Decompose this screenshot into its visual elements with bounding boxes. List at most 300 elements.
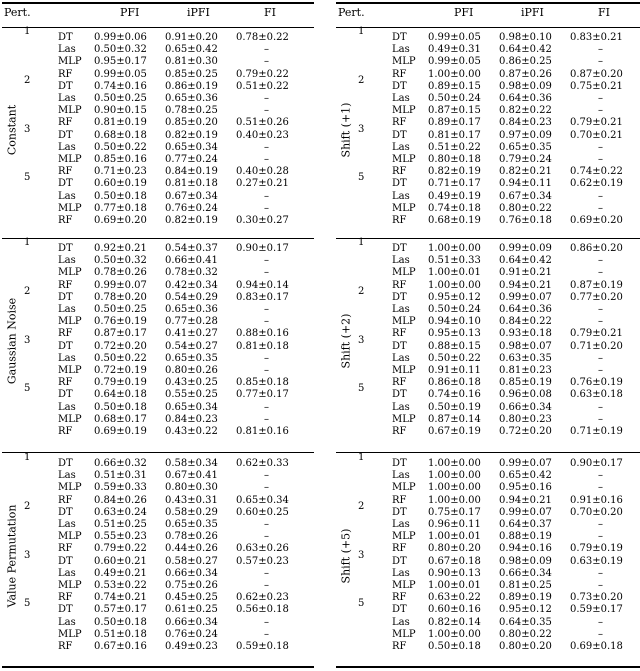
model-cell: RF	[58, 279, 73, 291]
pfi-cell: 0.50±0.25	[94, 304, 147, 315]
pfi-cell: 0.50±0.18	[94, 401, 147, 413]
fi-cell: –	[264, 401, 269, 413]
top-rule	[336, 2, 640, 4]
model-cell: RF	[392, 279, 407, 291]
pfi-cell: 0.68±0.18	[94, 129, 147, 141]
ipfi-cell: 0.82±0.21	[499, 166, 552, 178]
pfi-cell: 0.50±0.22	[428, 352, 481, 364]
perturbation-block	[336, 237, 640, 438]
ipfi-cell: 0.65±0.42	[165, 44, 218, 56]
table-row	[2, 531, 314, 543]
ipfi-cell: 0.98±0.10	[499, 32, 552, 43]
ipfi-cell: 0.97±0.09	[499, 129, 552, 141]
model-cell: MLP	[58, 580, 82, 591]
ipfi-cell: 0.58±0.27	[165, 555, 218, 567]
ipfi-cell: 0.77±0.24	[165, 154, 218, 165]
model-cell: DT	[58, 32, 73, 43]
pfi-cell: 0.78±0.26	[94, 267, 147, 279]
ipfi-cell: 0.45±0.25	[165, 592, 218, 604]
ipfi-cell: 0.67±0.34	[165, 190, 218, 202]
level-number: 2	[358, 500, 365, 512]
level-number: 2	[24, 74, 31, 86]
table-row	[2, 365, 314, 377]
fi-cell: 0.62±0.23	[236, 592, 289, 604]
fi-cell: –	[598, 316, 603, 328]
level-number: 5	[24, 172, 31, 184]
fi-cell: 0.83±0.17	[236, 291, 289, 303]
model-cell: DT	[392, 458, 407, 469]
model-cell: Las	[58, 616, 76, 628]
model-cell: Las	[58, 141, 76, 153]
fi-cell: –	[598, 352, 603, 364]
table-row	[336, 243, 640, 255]
fi-cell: 0.78±0.22	[236, 32, 289, 43]
block-separator	[2, 452, 314, 453]
ipfi-cell: 0.65±0.42	[499, 470, 552, 482]
fi-cell: 0.86±0.20	[570, 243, 623, 254]
fi-cell: 0.90±0.17	[236, 243, 289, 254]
model-cell: RF	[58, 592, 73, 604]
perturbation-label-text: Gaussian Noise	[5, 297, 19, 384]
fi-cell: 0.51±0.22	[236, 80, 289, 92]
ipfi-cell: 0.95±0.12	[499, 604, 552, 616]
fi-cell: 0.63±0.26	[236, 543, 289, 555]
model-cell: Las	[392, 141, 410, 153]
fi-cell: 0.79±0.19	[570, 543, 623, 555]
pfi-cell: 0.53±0.22	[94, 580, 147, 591]
header-rule	[336, 27, 640, 28]
table-row	[336, 56, 640, 68]
fi-cell: 0.57±0.23	[236, 555, 289, 567]
model-cell: Las	[392, 616, 410, 628]
ipfi-header: iPFI	[187, 6, 210, 19]
ipfi-cell: 0.80±0.20	[499, 641, 552, 652]
pfi-cell: 0.95±0.13	[428, 328, 481, 340]
ipfi-cell: 0.54±0.29	[165, 291, 218, 303]
pfi-cell: 0.99±0.05	[94, 68, 147, 80]
model-cell: RF	[58, 328, 73, 340]
model-cell: Las	[58, 470, 76, 482]
table-row	[336, 531, 640, 543]
table-row	[2, 166, 314, 178]
ipfi-cell: 0.54±0.37	[165, 243, 218, 254]
pfi-cell: 1.00±0.00	[428, 68, 481, 80]
model-cell: DT	[58, 506, 73, 518]
model-cell: RF	[392, 117, 407, 129]
ipfi-cell: 0.64±0.36	[499, 304, 552, 315]
model-cell: Las	[58, 93, 76, 104]
model-cell: Las	[392, 401, 410, 413]
table-row	[2, 280, 314, 292]
ipfi-cell: 0.85±0.19	[499, 377, 552, 389]
fi-cell: 0.69±0.18	[570, 641, 623, 652]
model-cell: Las	[58, 352, 76, 364]
ipfi-cell: 0.55±0.25	[165, 389, 218, 401]
pfi-header: PFI	[454, 6, 474, 19]
fi-cell: –	[264, 580, 269, 591]
fi-cell: –	[264, 616, 269, 628]
level-number: 3	[358, 123, 365, 135]
pfi-cell: 0.80±0.20	[428, 543, 481, 555]
ipfi-cell: 0.77±0.28	[165, 316, 218, 328]
model-cell: Las	[392, 567, 410, 579]
ipfi-cell: 0.98±0.09	[499, 555, 552, 567]
ipfi-cell: 0.99±0.07	[499, 291, 552, 303]
fi-cell: 0.60±0.25	[236, 506, 289, 518]
ipfi-cell: 0.94±0.21	[499, 494, 552, 506]
fi-cell: –	[598, 482, 603, 494]
fi-cell: –	[264, 413, 269, 425]
pfi-cell: 0.57±0.17	[94, 604, 147, 616]
level-number: 5	[358, 383, 365, 395]
model-cell: DT	[58, 340, 73, 352]
model-cell: RF	[392, 166, 407, 178]
ipfi-cell: 0.86±0.19	[165, 80, 218, 92]
ipfi-cell: 0.94±0.16	[499, 543, 552, 555]
pfi-cell: 0.68±0.19	[428, 215, 481, 226]
table-row	[2, 556, 314, 568]
ipfi-cell: 0.98±0.07	[499, 340, 552, 352]
model-cell: DT	[58, 389, 73, 401]
table-row	[2, 495, 314, 507]
model-cell: RF	[392, 377, 407, 389]
pfi-cell: 0.55±0.23	[94, 531, 147, 543]
pfi-cell: 0.95±0.17	[94, 56, 147, 68]
table-row	[336, 166, 640, 178]
ipfi-cell: 0.78±0.25	[165, 105, 218, 117]
ipfi-cell: 0.80±0.23	[499, 413, 552, 425]
fi-cell: 0.65±0.34	[236, 494, 289, 506]
pfi-cell: 0.87±0.17	[94, 328, 147, 340]
ipfi-cell: 0.75±0.26	[165, 580, 218, 591]
fi-cell: 0.63±0.18	[570, 389, 623, 401]
table-row	[336, 470, 640, 482]
fi-cell: 0.79±0.22	[236, 68, 289, 80]
table-row	[2, 328, 314, 340]
ipfi-cell: 0.66±0.34	[165, 567, 218, 579]
table-row	[336, 32, 640, 44]
fi-cell: –	[264, 470, 269, 482]
model-cell: RF	[58, 426, 73, 437]
model-cell: MLP	[392, 267, 416, 279]
ipfi-cell: 0.80±0.30	[165, 482, 218, 494]
model-cell: DT	[392, 291, 407, 303]
table-row	[336, 414, 640, 426]
pfi-cell: 0.74±0.21	[94, 592, 147, 604]
ipfi-cell: 0.61±0.25	[165, 604, 218, 616]
fi-cell: 0.71±0.20	[570, 340, 623, 352]
fi-cell: 0.70±0.21	[570, 129, 623, 141]
fi-cell: 0.77±0.17	[236, 389, 289, 401]
pfi-cell: 0.79±0.19	[94, 377, 147, 389]
pfi-cell: 0.67±0.16	[94, 641, 147, 652]
ipfi-cell: 0.67±0.34	[499, 190, 552, 202]
fi-cell: 0.30±0.27	[236, 215, 289, 226]
model-cell: DT	[58, 291, 73, 303]
fi-cell: 0.59±0.18	[236, 641, 289, 652]
pfi-cell: 0.99±0.05	[428, 32, 481, 43]
pfi-cell: 0.50±0.32	[94, 44, 147, 56]
ipfi-cell: 0.43±0.31	[165, 494, 218, 506]
ipfi-cell: 0.91±0.21	[499, 267, 552, 279]
ipfi-cell: 0.99±0.07	[499, 506, 552, 518]
model-cell: Las	[58, 44, 76, 56]
perturbation-block	[336, 26, 640, 227]
perturbation-label-text: Constant	[5, 104, 19, 155]
fi-cell: –	[598, 401, 603, 413]
model-cell: DT	[392, 243, 407, 254]
ipfi-cell: 0.66±0.41	[165, 255, 218, 267]
ipfi-cell: 0.87±0.26	[499, 68, 552, 80]
table-row	[2, 243, 314, 255]
table-row	[336, 292, 640, 304]
model-cell: MLP	[392, 580, 416, 591]
table-row	[2, 93, 314, 105]
ipfi-cell: 0.85±0.25	[165, 68, 218, 80]
pfi-cell: 0.85±0.16	[94, 154, 147, 165]
fi-cell: –	[598, 56, 603, 68]
ipfi-cell: 0.64±0.37	[499, 519, 552, 530]
table-row	[336, 93, 640, 105]
fi-cell: –	[264, 531, 269, 543]
fi-cell: –	[264, 482, 269, 494]
fi-cell: 0.83±0.21	[570, 32, 623, 43]
ipfi-cell: 0.81±0.25	[499, 580, 552, 591]
model-cell: MLP	[58, 413, 82, 425]
fi-cell: –	[264, 365, 269, 376]
fi-cell: –	[264, 56, 269, 68]
level-number: 5	[24, 383, 31, 395]
table-row	[2, 353, 314, 365]
fi-cell: 0.56±0.18	[236, 604, 289, 616]
model-cell: Las	[392, 93, 410, 104]
model-cell: MLP	[392, 531, 416, 543]
pfi-cell: 0.50±0.32	[94, 255, 147, 267]
level-number: 1	[24, 26, 31, 37]
pfi-cell: 0.49±0.21	[94, 567, 147, 579]
model-cell: DT	[58, 555, 73, 567]
model-cell: RF	[392, 328, 407, 340]
pfi-cell: 0.51±0.25	[94, 519, 147, 530]
fi-cell: –	[598, 154, 603, 165]
level-number: 1	[24, 237, 31, 248]
pfi-cell: 0.50±0.24	[428, 93, 481, 104]
ipfi-cell: 0.64±0.42	[499, 255, 552, 267]
pfi-cell: 1.00±0.00	[428, 279, 481, 291]
table-row	[336, 580, 640, 592]
table-row	[336, 267, 640, 279]
table-row	[2, 215, 314, 227]
pfi-cell: 0.99±0.05	[428, 56, 481, 68]
ipfi-cell: 0.76±0.24	[165, 202, 218, 214]
fi-cell: –	[264, 93, 269, 104]
table-row	[2, 203, 314, 215]
pfi-cell: 0.63±0.24	[94, 506, 147, 518]
table-row	[336, 458, 640, 470]
model-cell: MLP	[58, 482, 82, 494]
model-cell: MLP	[58, 365, 82, 376]
pfi-cell: 0.69±0.20	[94, 215, 147, 226]
table-row	[2, 543, 314, 555]
pfi-cell: 0.50±0.25	[94, 93, 147, 104]
ipfi-cell: 0.88±0.19	[499, 531, 552, 543]
table-row	[336, 641, 640, 653]
bottom-rule	[2, 666, 314, 668]
fi-cell: –	[598, 190, 603, 202]
fi-cell: 0.27±0.21	[236, 178, 289, 190]
model-cell: RF	[392, 641, 407, 652]
pfi-cell: 1.00±0.00	[428, 458, 481, 469]
pfi-cell: 0.99±0.07	[94, 279, 147, 291]
pfi-cell: 1.00±0.00	[428, 494, 481, 506]
model-cell: MLP	[392, 628, 416, 640]
perturbation-label-text: Value Permutation	[5, 504, 19, 608]
model-cell: DT	[58, 243, 73, 254]
fi-cell: 0.90±0.17	[570, 458, 623, 469]
ipfi-cell: 0.94±0.11	[499, 178, 552, 190]
table-row	[336, 328, 640, 340]
pfi-cell: 0.60±0.19	[94, 178, 147, 190]
pfi-cell: 0.77±0.18	[94, 202, 147, 214]
ipfi-cell: 0.78±0.32	[165, 267, 218, 279]
fi-cell: 0.79±0.21	[570, 328, 623, 340]
model-cell: DT	[58, 178, 73, 190]
table-row	[336, 426, 640, 438]
ipfi-cell: 0.65±0.36	[165, 93, 218, 104]
ipfi-cell: 0.81±0.18	[165, 178, 218, 190]
pfi-cell: 0.87±0.14	[428, 413, 481, 425]
table-row	[2, 105, 314, 117]
model-cell: Las	[58, 401, 76, 413]
pfi-cell: 0.60±0.21	[94, 555, 147, 567]
fi-cell: 0.69±0.20	[570, 215, 623, 226]
pfi-cell: 0.88±0.15	[428, 340, 481, 352]
level-number: 5	[358, 598, 365, 610]
table-row	[336, 280, 640, 292]
fi-cell: 0.74±0.22	[570, 166, 623, 178]
fi-cell: –	[264, 141, 269, 153]
pfi-cell: 0.64±0.18	[94, 389, 147, 401]
ipfi-cell: 0.64±0.35	[499, 616, 552, 628]
ipfi-header: iPFI	[521, 6, 544, 19]
fi-cell: –	[598, 567, 603, 579]
table-row	[2, 44, 314, 56]
model-cell: Las	[392, 304, 410, 315]
model-cell: MLP	[58, 56, 82, 68]
level-number: 1	[358, 452, 365, 463]
fi-header: FI	[598, 6, 610, 19]
fi-cell: 0.75±0.21	[570, 80, 623, 92]
pfi-cell: 0.51±0.18	[94, 628, 147, 640]
table-row	[2, 482, 314, 494]
model-cell: RF	[392, 68, 407, 80]
pfi-cell: 0.82±0.19	[428, 166, 481, 178]
table-row	[2, 316, 314, 328]
table-row	[336, 377, 640, 389]
table-row	[336, 142, 640, 154]
table-row	[2, 191, 314, 203]
table-row	[336, 507, 640, 519]
ipfi-cell: 0.76±0.18	[499, 215, 552, 226]
pfi-cell: 0.68±0.17	[94, 413, 147, 425]
table-row	[2, 267, 314, 279]
ipfi-cell: 0.65±0.36	[165, 304, 218, 315]
model-cell: DT	[392, 389, 407, 401]
fi-cell: –	[264, 304, 269, 315]
table-row	[2, 32, 314, 44]
table-row	[2, 470, 314, 482]
fi-cell: –	[598, 93, 603, 104]
fi-cell: –	[598, 267, 603, 279]
table-row	[2, 458, 314, 470]
model-cell: DT	[392, 506, 407, 518]
ipfi-cell: 0.82±0.19	[165, 215, 218, 226]
model-cell: DT	[392, 604, 407, 616]
perturbation-block	[2, 26, 314, 227]
fi-cell: 0.59±0.17	[570, 604, 623, 616]
model-cell: RF	[58, 68, 73, 80]
table-row	[336, 44, 640, 56]
fi-cell: 0.73±0.20	[570, 592, 623, 604]
table-row	[2, 81, 314, 93]
table-row	[336, 353, 640, 365]
ipfi-cell: 0.64±0.42	[499, 44, 552, 56]
ipfi-cell: 0.93±0.18	[499, 328, 552, 340]
ipfi-cell: 0.86±0.25	[499, 56, 552, 68]
level-number: 2	[358, 74, 365, 86]
table-row	[2, 629, 314, 641]
table-row	[2, 130, 314, 142]
pfi-cell: 0.94±0.10	[428, 316, 481, 328]
table-row	[336, 568, 640, 580]
fi-cell: 0.62±0.19	[570, 178, 623, 190]
pfi-cell: 1.00±0.00	[428, 628, 481, 640]
fi-cell: –	[264, 105, 269, 117]
model-cell: MLP	[58, 105, 82, 117]
pfi-cell: 0.59±0.33	[94, 482, 147, 494]
model-cell: MLP	[392, 316, 416, 328]
model-cell: MLP	[392, 482, 416, 494]
model-cell: DT	[58, 604, 73, 616]
table-row	[336, 154, 640, 166]
ipfi-cell: 0.65±0.34	[165, 401, 218, 413]
pfi-cell: 0.69±0.19	[94, 426, 147, 437]
fi-cell: –	[264, 255, 269, 267]
table-row	[336, 495, 640, 507]
level-number: 2	[358, 285, 365, 297]
level-number: 1	[358, 26, 365, 37]
model-cell: Las	[58, 190, 76, 202]
perturbation-label-text: Shift (+2)	[339, 313, 353, 369]
fi-cell: –	[598, 304, 603, 315]
model-cell: DT	[392, 129, 407, 141]
table-row	[2, 568, 314, 580]
ipfi-cell: 0.78±0.26	[165, 531, 218, 543]
pfi-cell: 0.51±0.22	[428, 141, 481, 153]
pfi-cell: 0.79±0.22	[94, 543, 147, 555]
pfi-cell: 0.74±0.18	[428, 202, 481, 214]
ipfi-cell: 0.65±0.35	[165, 519, 218, 530]
model-cell: Las	[392, 255, 410, 267]
fi-cell: –	[598, 616, 603, 628]
table-row	[336, 556, 640, 568]
level-number: 3	[24, 334, 31, 346]
pfi-cell: 0.67±0.19	[428, 426, 481, 437]
pfi-cell: 0.50±0.18	[94, 616, 147, 628]
model-cell: RF	[58, 543, 73, 555]
fi-cell: –	[264, 267, 269, 279]
model-cell: MLP	[392, 202, 416, 214]
